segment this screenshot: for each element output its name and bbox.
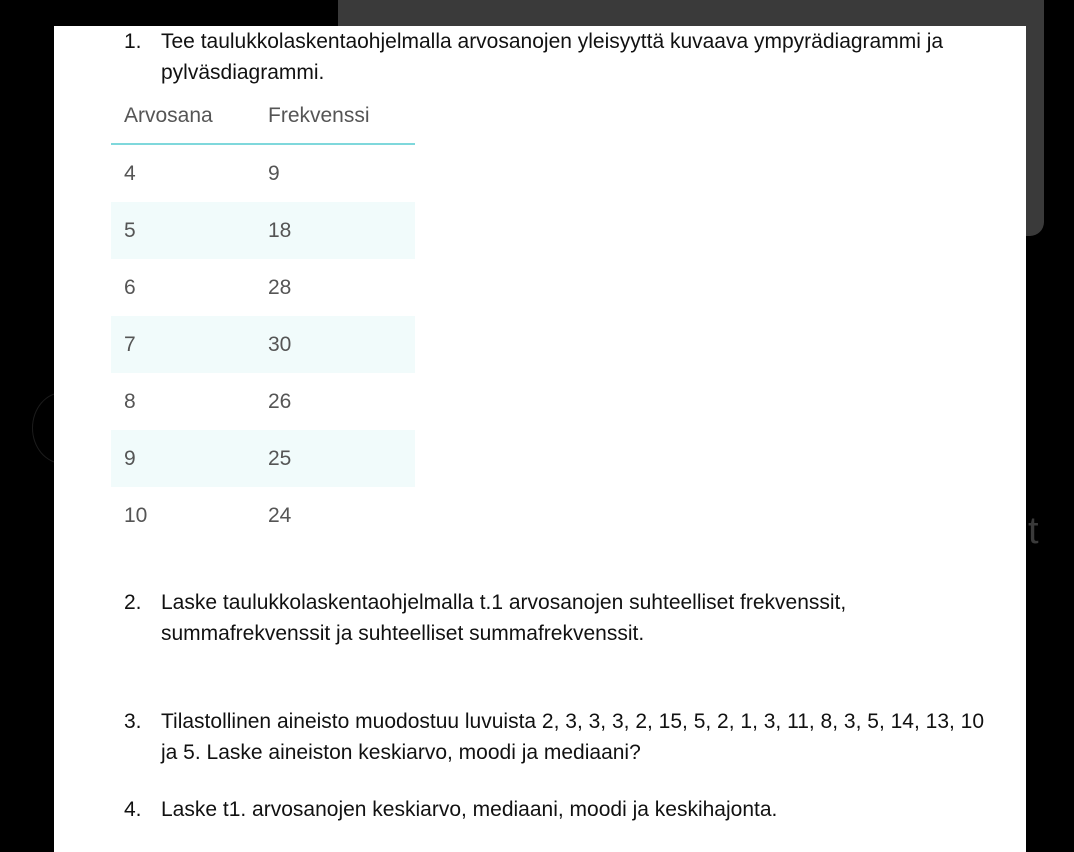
- grade-cell: 5: [124, 219, 136, 242]
- grade-cell: 9: [124, 447, 136, 470]
- task-number: 4.: [124, 798, 142, 821]
- task-text: Laske t1. arvosanojen keskiarvo, mediaani, moodi ja keskihajonta.: [161, 798, 778, 821]
- grade-cell: 6: [124, 276, 136, 299]
- task-4: [124, 794, 1004, 825]
- frequency-cell: 28: [268, 276, 292, 299]
- table-row: [111, 430, 415, 487]
- task-number: 3.: [124, 710, 142, 733]
- grade-cell: 4: [124, 162, 136, 185]
- table-header-row: [111, 100, 415, 145]
- frequency-cell: 24: [268, 504, 292, 527]
- frequency-cell: 18: [268, 219, 292, 242]
- frequency-cell: 30: [268, 333, 292, 356]
- frequency-cell: 26: [268, 390, 292, 413]
- grade-frequency-table: [111, 100, 415, 544]
- task-text: Tee taulukkolaskentaohjelmalla arvosanojen yleisyyttä kuvaava ympyrädiagrammi ja pylväsdiagrammi.: [161, 30, 944, 84]
- task-number: 2.: [124, 591, 142, 614]
- background-letter: t: [1028, 510, 1039, 552]
- table-row: [111, 373, 415, 430]
- frequency-cell: 25: [268, 447, 292, 470]
- task-number: 1.: [124, 30, 142, 53]
- task-2: [124, 587, 1004, 649]
- table-row: [111, 259, 415, 316]
- task-text: Laske taulukkolaskentaohjelmalla t.1 arvosanojen suhteelliset frekvenssit, summafrekvenssit ja suhteelliset summafrekvenssit.: [161, 591, 847, 645]
- table-row: [111, 316, 415, 373]
- grade-cell: 10: [124, 504, 148, 527]
- table-row: [111, 145, 415, 202]
- header-arvosana: Arvosana: [124, 104, 213, 127]
- table-row: [111, 202, 415, 259]
- task-3: [124, 706, 1004, 768]
- document-page: [54, 26, 1026, 852]
- grade-cell: 8: [124, 390, 136, 413]
- table-row: [111, 487, 415, 544]
- task-1: [124, 26, 1004, 88]
- header-frekvenssi: Frekvenssi: [268, 104, 370, 127]
- grade-cell: 7: [124, 333, 136, 356]
- task-text: Tilastollinen aineisto muodostuu luvuista 2, 3, 3, 3, 2, 15, 5, 2, 1, 3, 11, 8, 3, 5, 14, 13, 10 ja 5. Laske aineiston keskiarvo, moodi ja mediaani?: [161, 710, 985, 764]
- frequency-cell: 9: [268, 162, 280, 185]
